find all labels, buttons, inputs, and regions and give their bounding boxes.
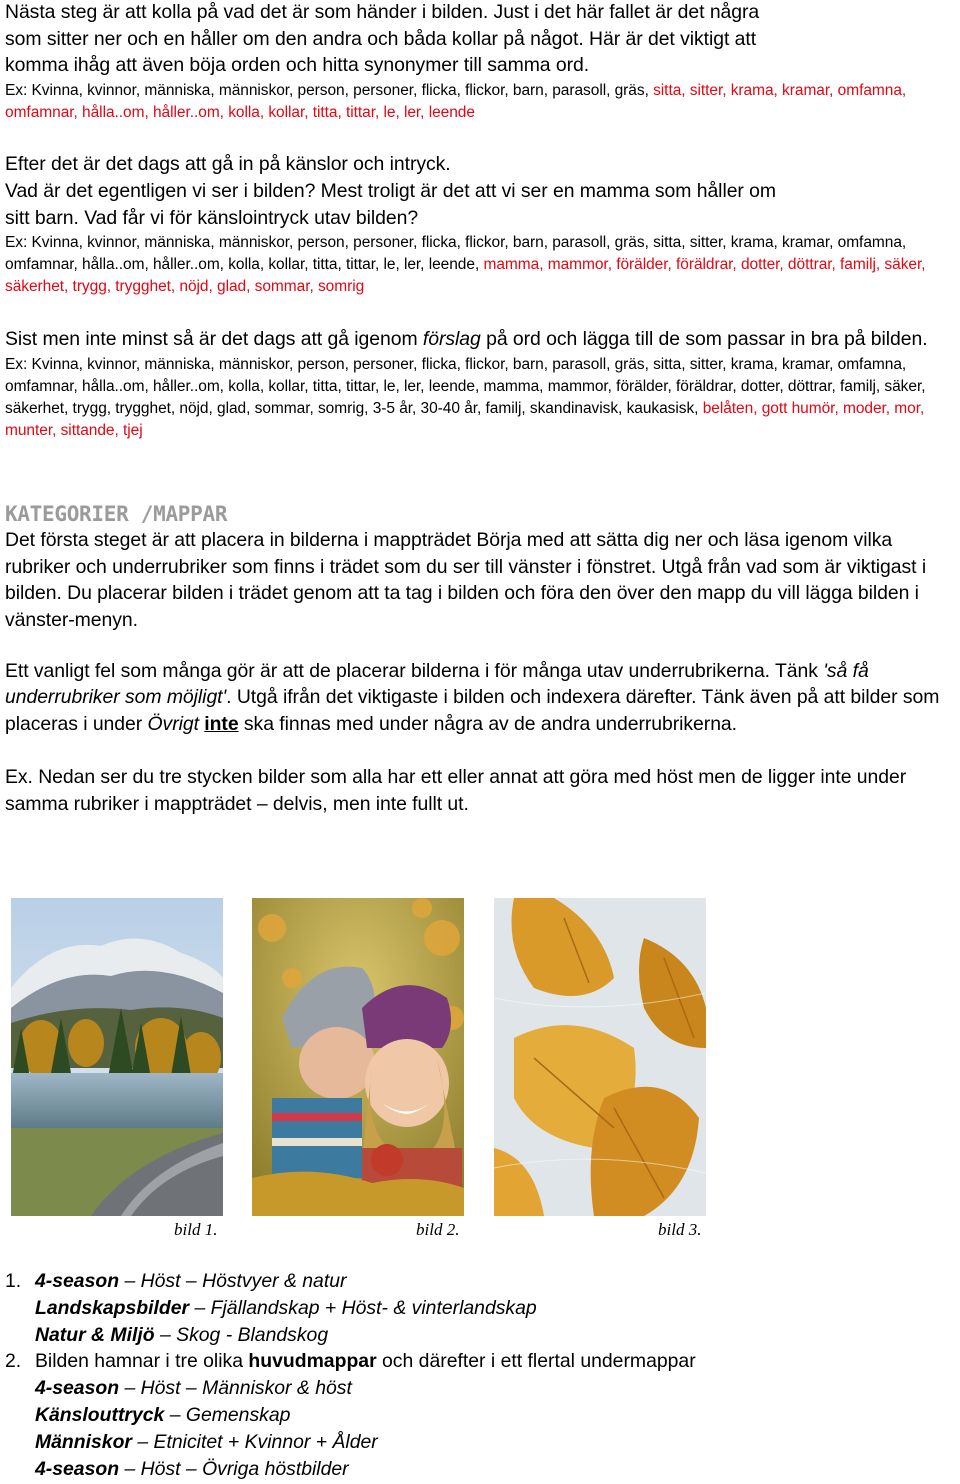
paragraph-common-mistake — [5, 658, 957, 738]
sub-folders: – Höst – Människor & höst — [119, 1377, 352, 1400]
paragraph-suggestions — [5, 326, 957, 353]
text: Sist men inte minst så är det dags att gå igenom — [5, 328, 423, 351]
bold-word: huvudmappar — [248, 1350, 377, 1373]
list-intro — [35, 1348, 945, 1375]
text: Ett vanligt fel som många gör är att de placerar bilderna i för många utav underrubrikerna. Tänk — [5, 659, 824, 682]
folder-path — [35, 1402, 945, 1429]
example-1 — [5, 80, 957, 124]
italic-word: förslag — [422, 328, 481, 351]
text: och därefter i ett flertal undermappar — [376, 1350, 696, 1373]
list-item-1 — [5, 1268, 945, 1348]
main-folder: Landskapsbilder — [35, 1296, 190, 1319]
folder-path — [35, 1456, 945, 1483]
text: ska finnas med under några av de andra underrubrikerna. — [238, 713, 737, 736]
main-folder: 4-season — [35, 1377, 120, 1400]
line: Nästa steg är att kolla på vad det är som händer i bilden. Just i det här fallet är det några — [5, 1, 760, 23]
text: på ord och lägga till de som passar in bra på bilden. — [480, 328, 928, 351]
folder-path — [35, 1295, 945, 1322]
document-page — [5, 0, 957, 817]
main-folder: Människor — [35, 1430, 132, 1453]
list-item-content — [35, 1348, 945, 1482]
list-number: 2. — [5, 1350, 22, 1373]
paragraph-intro — [5, 0, 957, 79]
line: sitt barn. Vad får vi för känslointryck utav bilden? — [5, 206, 419, 229]
caption-image-2: bild 2. — [416, 1220, 460, 1239]
folder-path — [35, 1322, 945, 1349]
example-text: Ex: Kvinna, kvinnor, människa, människor, person, personer, flicka, flickor, barn, parasoll, gräs, sitta, sitter, krama, kramar, omfamna, omfamnar, hålla..om, håller..om, kolla, kollar, titta, tittar, le, ler, leende, — [5, 234, 907, 274]
girls-illustration — [252, 898, 464, 1216]
main-folder: 4-season — [35, 1457, 120, 1480]
example-text: Ex: Kvinna, kvinnor, människa, människor, person, personer, flicka, flickor, barn, parasoll, gräs, — [5, 82, 654, 100]
photo-autumn-leaves — [494, 898, 706, 1216]
landscape-illustration — [11, 898, 223, 1216]
main-folder: 4-season — [35, 1270, 120, 1292]
leaves-illustration — [494, 898, 706, 1216]
example-2 — [5, 232, 957, 298]
sub-folders: – Gemenskap — [164, 1403, 291, 1426]
list-item-content — [35, 1268, 945, 1348]
folder-path — [35, 1268, 945, 1295]
underlined-word: inte — [204, 713, 239, 736]
caption-image-1: bild 1. — [174, 1220, 218, 1239]
text: . Utgå ifrån det viktigaste i bilden och indexera därefter. Tänk även på att bilder som placeras i under — [5, 686, 940, 736]
sub-folders: – Höst – Övriga höstbilder — [119, 1457, 349, 1480]
list-item-2 — [5, 1348, 945, 1482]
text: Bilden hamnar i tre olika — [35, 1350, 249, 1373]
line: Vad är det egentligen vi ser i bilden? Mest troligt är det att vi ser en mamma som håller om — [5, 179, 777, 202]
example-3 — [5, 354, 957, 442]
italic-word: Övrigt — [147, 713, 199, 736]
folder-example-list — [5, 1268, 945, 1482]
list-number: 1. — [5, 1270, 22, 1292]
line: Efter det är det dags att gå in på känslor och intryck. — [5, 153, 451, 176]
paragraph-example: Ex. Nedan ser du tre stycken bilder som alla har ett eller annat att göra med höst men de ligger inte under samma rubriker i mappträdet – delvis, men inte fullt ut. — [5, 765, 907, 815]
sub-folders: – Etnicitet + Kvinnor + Ålder — [131, 1430, 378, 1453]
line: komma ihåg att även böja orden och hitta synonymer till samma ord. — [5, 54, 590, 77]
example-highlight: belåten, gott humör, moder, mor, munter, sittande, tjej — [5, 399, 925, 439]
photo-autumn-landscape — [11, 898, 223, 1216]
section-heading: KATEGORIER /MAPPAR — [5, 501, 228, 526]
photo-girls-autumn — [252, 898, 464, 1216]
sub-folders: – Skog - Blandskog — [154, 1323, 329, 1346]
line: som sitter ner och en håller om den andra och båda kollar på något. Här är det viktigt att — [5, 27, 757, 50]
example-text: Ex: Kvinna, kvinnor, människa, människor, person, personer, flicka, flickor, barn, parasoll, gräs, sitta, sitter, krama, kramar, omfamna, omfamnar, hålla..om, håller..om, kolla, kollar, titta, tittar, le, ler, leende, mamma, mammor, förälder, föräldrar, dotter, döttrar, familj, säker, säkerhet, trygg, trygghet, nöjd, glad, sommar, somrig, 3-5 år, 30-40 år, familj, skandinavisk, kaukasisk, — [5, 355, 926, 417]
example-highlight: sitta, sitter, krama, kramar, omfamna, omfamnar, hålla..om, håller..om, kolla, kollar, titta, tittar, le, ler, leende — [5, 82, 907, 122]
example-highlight: mamma, mammor, förälder, föräldrar, dotter, döttrar, familj, säker, säkerhet, trygg, trygghet, nöjd, glad, sommar, somrig — [5, 256, 926, 296]
sub-folders: – Fjällandskap + Höst- & vinterlandskap — [189, 1296, 537, 1319]
italic-quote: 'så få underrubriker som möjligt' — [5, 659, 869, 709]
main-folder: Känslouttryck — [35, 1403, 165, 1426]
folder-path — [35, 1375, 945, 1402]
sub-folders: – Höst – Höstvyer & natur — [119, 1270, 347, 1292]
main-folder: Natur & Miljö — [35, 1323, 155, 1346]
caption-image-3: bild 3. — [658, 1220, 702, 1239]
paragraph-folders: Det första steget är att placera in bilderna i mappträdet Börja med att sätta dig ner och läsa igenom vilka rubriker och underrubriker som finns i trädet som du ser till vänster i fönstret. Utgå från vad som är viktigast i bilden. Du placerar bilden i trädet genom att ta tag i bilden och föra den över den mapp du vill lägga bilden i vänster-menyn. — [5, 528, 927, 632]
paragraph-feelings — [5, 151, 957, 231]
folder-path — [35, 1429, 945, 1456]
